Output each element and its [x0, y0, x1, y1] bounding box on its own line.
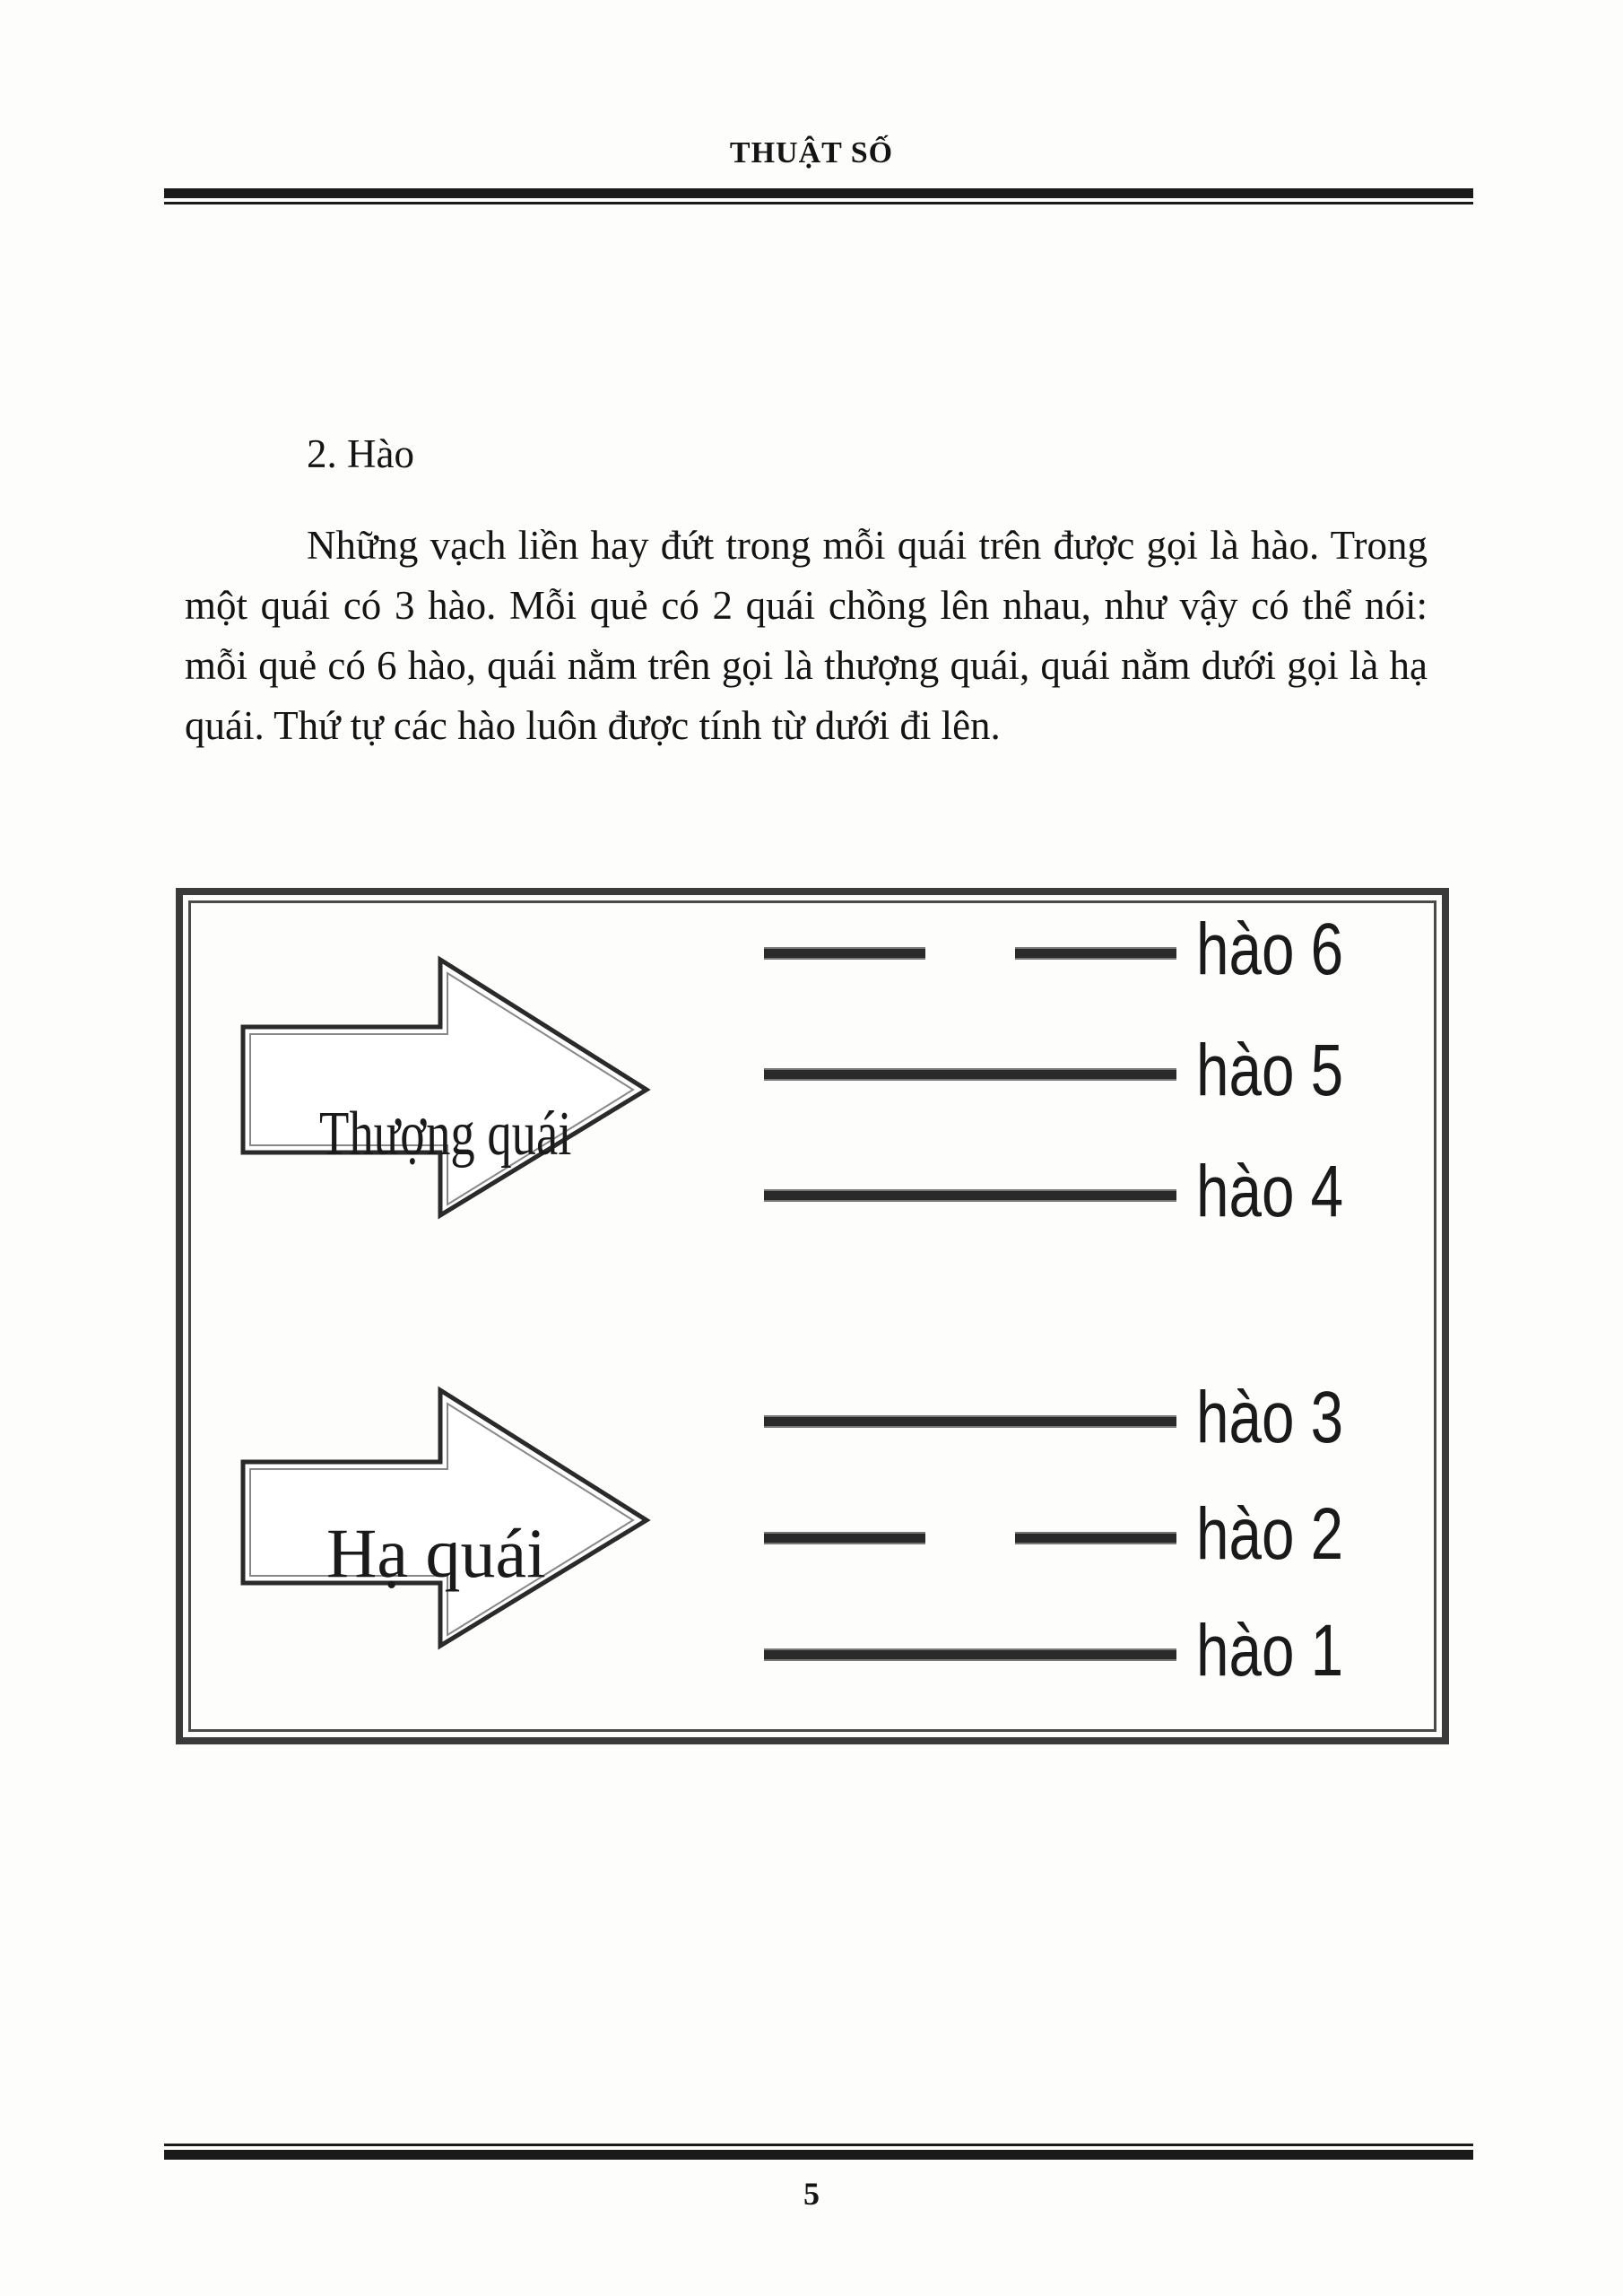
hao-row-2	[764, 1493, 1392, 1580]
hao-label: hào 2	[1196, 1493, 1344, 1575]
hao-label: hào 1	[1196, 1610, 1344, 1692]
solid-line	[764, 1068, 1176, 1081]
hao-row-6	[764, 909, 1392, 996]
page-number: 5	[803, 2176, 820, 2212]
upper-trigram-label: Thượng quái	[319, 1100, 572, 1169]
right-arrow-icon	[239, 955, 651, 1224]
upper-trigram-arrow	[239, 955, 651, 1224]
hao-diagram	[176, 888, 1449, 1744]
hao-label: hào 6	[1196, 909, 1344, 990]
broken-line-left	[764, 947, 925, 960]
hao-row-3	[764, 1377, 1392, 1464]
hao-label: hào 5	[1196, 1030, 1344, 1111]
section-title: 2. Hào	[307, 431, 414, 476]
hao-row-1	[764, 1610, 1392, 1697]
broken-line-left	[764, 1532, 925, 1544]
solid-line	[764, 1415, 1176, 1428]
solid-line	[764, 1648, 1176, 1661]
broken-line-right	[1015, 1532, 1176, 1544]
header-rule	[164, 188, 1473, 204]
hao-row-5	[764, 1030, 1392, 1117]
broken-line-right	[1015, 947, 1176, 960]
hao-row-4	[764, 1151, 1392, 1238]
running-title: THUẬT SỐ	[729, 136, 894, 170]
hao-label: hào 3	[1196, 1377, 1344, 1458]
lower-trigram-arrow	[239, 1386, 651, 1655]
lower-trigram-label: Hạ quái	[326, 1514, 546, 1592]
body-paragraph: Những vạch liền hay đứt trong mỗi quái trên được gọi là hào. Trong một quái có 3 hào. Mỗi quẻ có 2 quái chồng lên nhau, như vậy có thể nói: mỗi quẻ có 6 hào, quái nằm trên gọi là thượng quái, quái nằm dưới gọi là hạ quái. Thứ tự các hào luôn được tính từ dưới đi lên.	[185, 523, 1428, 748]
hao-label: hào 4	[1196, 1151, 1344, 1232]
footer-rule	[164, 2144, 1473, 2160]
solid-line	[764, 1189, 1176, 1202]
